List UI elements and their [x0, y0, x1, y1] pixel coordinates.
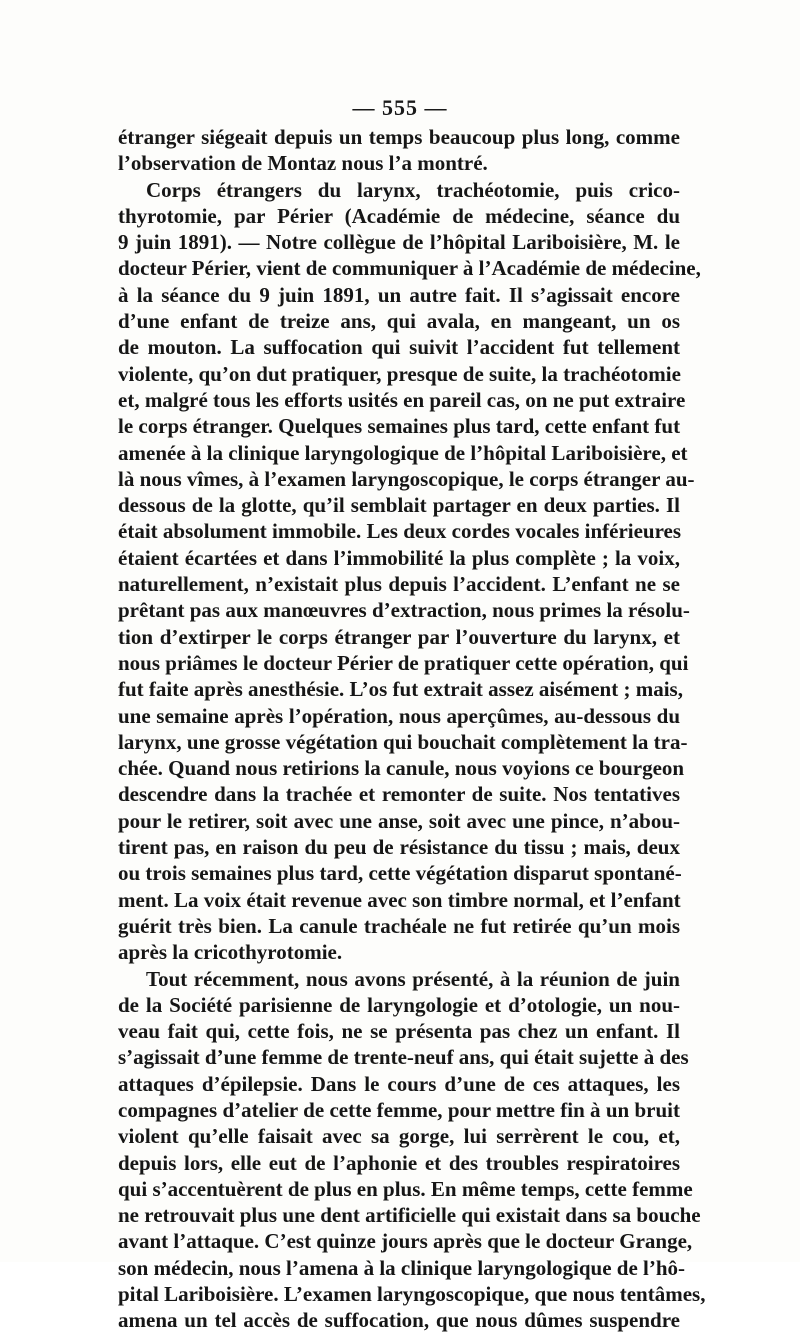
text-line: docteur Périer, vient de communiquer à l’Académie de médecine, — [118, 256, 701, 281]
text-line: compagnes d’atelier de cette femme, pour mettre fin à un bruit — [118, 1097, 680, 1122]
text-line: larynx, une grosse végétation qui bouchait complètement la tra- — [118, 729, 688, 754]
text-line: violente, qu’on dut pratiquer, presque de suite, la trachéotomie — [118, 361, 681, 386]
text-line: ne retrouvait plus une dent artificielle qui existait dans sa bouche — [118, 1203, 701, 1228]
text-line: tirent pas, en raison du peu de résistance du tissu ; mais, deux — [118, 835, 680, 860]
text-line: amena un tel accès de suffocation, que nous dûmes suspendre — [118, 1308, 680, 1333]
text-line: descendre dans la trachée et remonter de suite. Nos tentatives — [118, 782, 680, 807]
page-number: — 555 — — [352, 95, 448, 120]
text-line: le corps étranger. Quelques semaines plus tard, cette enfant fut — [118, 414, 681, 439]
text-line: tion d’extirper le corps étranger par l’ouverture du larynx, et — [118, 624, 680, 649]
text-line: qui s’accentuèrent de plus en plus. En même temps, cette femme — [118, 1176, 693, 1201]
text-line: pour le retirer, soit avec une anse, soit avec une pince, n’abou- — [118, 808, 680, 833]
text-line: Tout récemment, nous avons présenté, à la réunion de juin — [146, 966, 680, 991]
text-line: guérit très bien. La canule trachéale ne fut retirée qu’un mois — [118, 913, 680, 938]
text-line: là nous vîmes, à l’examen laryngoscopique, le corps étranger au- — [118, 466, 695, 491]
text-line: étaient écartées et dans l’immobilité la plus complète ; la voix, — [118, 545, 680, 570]
text-line: l’observation de Montaz nous l’a montré. — [118, 151, 488, 176]
text-line: de la Société parisienne de laryngologie et d’otologie, un nou- — [118, 992, 680, 1017]
text-line: veau fait qui, cette fois, ne se présenta pas chez un enfant. Il — [118, 1019, 680, 1044]
text-line: chée. Quand nous retirions la canule, nous voyions ce bourgeon — [118, 756, 685, 781]
text-line: s’agissait d’une femme de trente-neuf ans, qui était sujette à des — [118, 1045, 689, 1070]
text-line: une semaine après l’opération, nous aperçûmes, au-dessous du — [118, 703, 680, 728]
text-line: à la séance du 9 juin 1891, un autre fait. Il s’agissait encore — [118, 282, 680, 307]
text-line: pital Lariboisière. L’examen laryngoscopique, que nous tentâmes, — [118, 1282, 706, 1307]
text-line: ment. La voix était revenue avec son timbre normal, et l’enfant — [118, 887, 681, 912]
text-line: attaques d’épilepsie. Dans le cours d’une de ces attaques, les — [118, 1071, 680, 1096]
text-line: naturellement, n’existait plus depuis l’accident. L’enfant ne se — [118, 572, 680, 597]
text-line: étranger siégeait depuis un temps beaucoup plus long, comme — [118, 125, 680, 149]
text-line: et, malgré tous les efforts usités en pareil cas, on ne put extraire — [118, 387, 686, 412]
text-line: prêtant pas aux manœuvres d’extraction, nous primes la résolu- — [118, 598, 690, 623]
text-line: depuis lors, elle eut de l’aphonie et des troubles respiratoires — [118, 1150, 680, 1175]
text-line: son médecin, nous l’amena à la clinique laryngologique de l’hô- — [118, 1255, 686, 1280]
text-line: avant l’attaque. C’est quinze jours après que le docteur Grange, — [118, 1229, 693, 1254]
section-heading-line: thyrotomie, par Périer (Académie de médecine, séance du — [118, 203, 680, 228]
text-line: violent qu’elle faisait avec sa gorge, lui serrèrent le cou, et, — [118, 1124, 680, 1149]
text-line: d’une enfant de treize ans, qui avala, en mangeant, un os — [118, 309, 680, 334]
text-line: de mouton. La suffocation qui suivit l’accident fut tellement — [118, 335, 680, 360]
text-line: amenée à la clinique laryngologique de l’hôpital Lariboisière, et — [118, 440, 688, 465]
section-heading-line: Corps étrangers du larynx, trachéotomie, puis crico- — [146, 177, 680, 202]
text-line: nous priâmes le docteur Périer de pratiquer cette opération, qui — [118, 650, 689, 675]
text-line: après la cricothyrotomie. — [118, 940, 343, 965]
text-line: ou trois semaines plus tard, cette végétation disparut spontané- — [118, 861, 682, 886]
text-line: dessous de la glotte, qu’il semblait partager en deux parties. Il — [118, 493, 680, 518]
body-text — [118, 124, 706, 1334]
text-line: était absolument immobile. Les deux cordes vocales inférieures — [118, 519, 682, 544]
text-line: 9 juin 1891). — Notre collègue de l’hôpital Lariboisière, M. le — [118, 230, 680, 255]
text-line: fut faite après anesthésie. L’os fut extrait assez aisément ; mais, — [118, 677, 683, 702]
